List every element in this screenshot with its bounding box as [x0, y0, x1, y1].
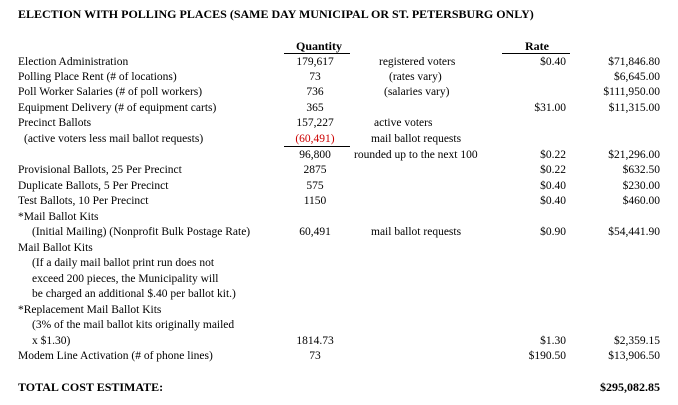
row-total: $460.00 — [622, 195, 660, 207]
row-label: exceed 200 pieces, the Municipality will — [32, 273, 219, 285]
row-rate: $0.40 — [540, 56, 566, 68]
row-label: (If a daily mail ballot print run does not — [32, 257, 215, 269]
row-desc: active voters — [374, 117, 433, 129]
row-qty: 60,491 — [299, 226, 331, 238]
row-label: Provisional Ballots, 25 Per Precinct — [18, 164, 182, 176]
row-total: $632.50 — [622, 164, 660, 176]
subtotal-rule — [284, 146, 350, 147]
row-label: Precinct Ballots — [18, 117, 92, 129]
row-rate: $0.40 — [540, 195, 566, 207]
quantity-header-rule — [284, 53, 350, 54]
row-qty: 96,800 — [299, 149, 331, 161]
page-title: ELECTION WITH POLLING PLACES (SAME DAY MUNICIPAL OR ST. PETERSBURG ONLY) — [18, 7, 534, 21]
row-label: Equipment Delivery (# of equipment carts) — [18, 102, 217, 114]
row-rate: $190.50 — [528, 350, 566, 362]
row-label: Modem Line Activation (# of phone lines) — [18, 350, 213, 362]
row-qty: (60,491) — [295, 133, 335, 145]
row-label: Mail Ballot Kits — [18, 242, 93, 254]
row-rate: $31.00 — [534, 102, 566, 114]
total-label: TOTAL COST ESTIMATE: — [18, 380, 164, 394]
row-label: Election Administration — [18, 56, 129, 68]
row-total: $230.00 — [622, 180, 660, 192]
row-total: $11,315.00 — [608, 102, 660, 114]
row-qty: 736 — [306, 86, 324, 98]
row-qty: 179,617 — [296, 56, 334, 68]
row-qty: 1150 — [303, 195, 327, 207]
row-qty: 1814.73 — [296, 335, 334, 347]
row-total: $111,950.00 — [603, 86, 660, 98]
row-desc: mail ballot requests — [371, 226, 462, 238]
row-label: *Replacement Mail Ballot Kits — [18, 304, 162, 316]
row-label: x $1.30) — [32, 335, 71, 347]
row-desc: registered voters — [379, 56, 456, 68]
row-label: Test Ballots, 10 Per Precinct — [18, 195, 149, 207]
row-total: $54,441.90 — [608, 226, 660, 238]
row-label: be charged an additional $.40 per ballot kit.) — [32, 288, 236, 300]
row-label: (Initial Mailing) (Nonprofit Bulk Postage Rate) — [32, 226, 251, 238]
row-qty: 73 — [309, 71, 321, 83]
row-desc: (rates vary) — [389, 71, 442, 83]
row-rate: $0.90 — [540, 226, 566, 238]
quantity-header: Quantity — [296, 39, 343, 53]
row-qty: 2875 — [303, 164, 327, 176]
row-total: $71,846.80 — [608, 56, 660, 68]
row-desc: (salaries vary) — [384, 86, 450, 98]
row-total: $2,359.15 — [614, 335, 660, 347]
row-qty: 575 — [306, 180, 324, 192]
row-rate: $1.30 — [540, 335, 566, 347]
row-label: Poll Worker Salaries (# of poll workers) — [18, 86, 203, 98]
row-rate: $0.22 — [540, 164, 566, 176]
row-label: *Mail Ballot Kits — [18, 211, 99, 223]
row-label: Polling Place Rent (# of locations) — [18, 71, 177, 83]
row-qty: 157,227 — [296, 117, 334, 129]
row-total: $6,645.00 — [614, 71, 660, 83]
row-rate: $0.40 — [540, 180, 566, 192]
rate-header: Rate — [525, 39, 549, 53]
rate-header-rule — [502, 53, 570, 54]
row-desc: rounded up to the next 100 — [354, 149, 478, 161]
row-rate: $0.22 — [540, 149, 566, 161]
row-total: $21,296.00 — [608, 149, 660, 161]
row-label: Duplicate Ballots, 5 Per Precinct — [18, 180, 169, 192]
total-value: $295,082.85 — [600, 380, 660, 394]
row-qty: 365 — [306, 102, 324, 114]
row-total: $13,906.50 — [608, 350, 660, 362]
row-desc: mail ballot requests — [371, 133, 462, 145]
row-label: (3% of the mail ballot kits originally mailed — [32, 319, 235, 331]
row-label: (active voters less mail ballot requests) — [24, 133, 204, 145]
row-qty: 73 — [309, 350, 321, 362]
